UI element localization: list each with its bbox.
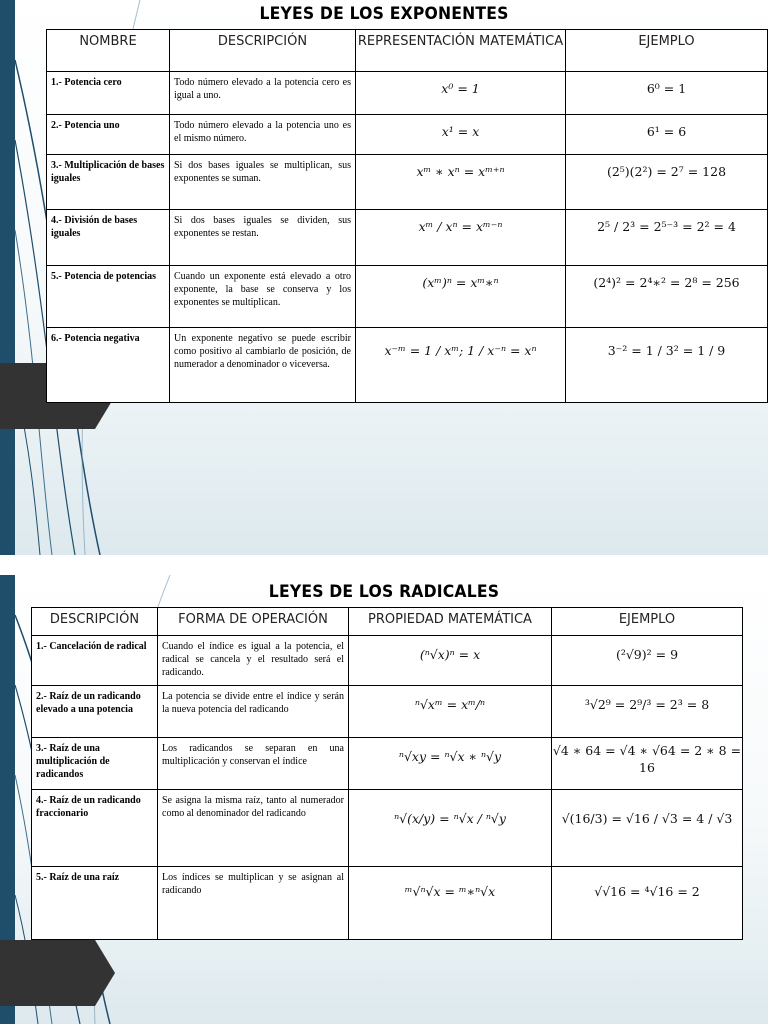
table-row xyxy=(32,686,743,738)
header-propiedad: PROPIEDAD MATEMÁTICA xyxy=(349,608,552,636)
law-description: La potencia se divide entre el índice y serán la nueva potencia del radicando xyxy=(158,686,349,738)
law-example xyxy=(566,210,768,266)
law-example xyxy=(566,115,768,155)
formula-text: x⁰ = 1 xyxy=(441,81,480,96)
law-example xyxy=(552,738,743,790)
law-name: 5.- Raíz de una raíz xyxy=(32,867,158,940)
table-row xyxy=(47,155,768,210)
table-header-row xyxy=(47,30,768,72)
example-text: ³√2⁹ = 2⁹/³ = 2³ = 8 xyxy=(584,697,710,712)
header-representacion: REPRESENTACIÓN MATEMÁTICA xyxy=(356,30,566,72)
table-row xyxy=(47,210,768,266)
law-description: Si dos bases iguales se dividen, sus exponentes se restan. xyxy=(170,210,356,266)
example-text: √(16/3) = √16 / √3 = 4 / √3 xyxy=(561,811,733,826)
law-description: Todo número elevado a la potencia cero es igual a uno. xyxy=(170,72,356,115)
law-example xyxy=(552,867,743,940)
law-formula xyxy=(356,266,566,328)
header-nombre: NOMBRE xyxy=(47,30,170,72)
law-description: Cuando un exponente está elevado a otro exponente, la base se conserva y los exponentes se multiplican. xyxy=(170,266,356,328)
example-text: (²√9)² = 9 xyxy=(615,647,679,662)
table-row xyxy=(32,867,743,940)
header-ejemplo: EJEMPLO xyxy=(552,608,743,636)
formula-text: (ⁿ√x)ⁿ = x xyxy=(419,647,481,662)
header-ejemplo: EJEMPLO xyxy=(566,30,768,72)
law-description: Se asigna la misma raíz, tanto al numerador como al denominador del radicando xyxy=(158,790,349,867)
formula-text: xᵐ ∗ xⁿ = xᵐ⁺ⁿ xyxy=(416,164,505,179)
law-formula xyxy=(349,636,552,686)
table-row xyxy=(32,790,743,867)
law-name: 6.- Potencia negativa xyxy=(47,328,170,403)
law-example xyxy=(566,266,768,328)
formula-text: ⁿ√xᵐ = xᵐ/ⁿ xyxy=(414,697,486,712)
page-title: LEYES DE LOS RADICALES xyxy=(268,582,500,602)
law-name: 1.- Potencia cero xyxy=(47,72,170,115)
formula-text: ⁿ√xy = ⁿ√x ∗ ⁿ√y xyxy=(398,749,502,764)
header-descripcion: DESCRIPCIÓN xyxy=(170,30,356,72)
table-row xyxy=(32,636,743,686)
table-row xyxy=(47,266,768,328)
law-formula xyxy=(356,155,566,210)
law-formula xyxy=(356,210,566,266)
law-name: 4.- División de bases iguales xyxy=(47,210,170,266)
formula-text: (xᵐ)ⁿ = xᵐ∗ⁿ xyxy=(422,275,499,290)
law-formula xyxy=(349,738,552,790)
formula-text: x¹ = x xyxy=(441,124,480,139)
formula-text: x⁻ᵐ = 1 / xᵐ; 1 / x⁻ⁿ = xⁿ xyxy=(384,343,537,358)
radical-laws-table xyxy=(31,607,743,940)
slide-radicales xyxy=(0,575,768,1024)
example-text: √√16 = ⁴√16 = 2 xyxy=(594,884,700,899)
dark-tab-shape xyxy=(0,940,115,1006)
law-description: Los radicandos se separan en una multiplicación y conservan el índice xyxy=(158,738,349,790)
law-name: 3.- Multiplicación de bases iguales xyxy=(47,155,170,210)
table-row xyxy=(32,738,743,790)
example-text: 6¹ = 6 xyxy=(646,124,687,139)
law-name: 2.- Raíz de un radicando elevado a una potencia xyxy=(32,686,158,738)
law-formula xyxy=(349,790,552,867)
law-example xyxy=(552,686,743,738)
law-example xyxy=(566,72,768,115)
example-text: 6⁰ = 1 xyxy=(646,81,687,96)
law-example xyxy=(566,155,768,210)
law-formula xyxy=(356,72,566,115)
example-text: 2⁵ / 2³ = 2⁵⁻³ = 2² = 4 xyxy=(597,219,736,234)
example-text: 3⁻² = 1 / 3² = 1 / 9 xyxy=(607,343,726,358)
law-description: Si dos bases iguales se multiplican, sus exponentes se suman. xyxy=(170,155,356,210)
law-description: Los índices se multiplican y se asignan al radicando xyxy=(158,867,349,940)
exponent-laws-table xyxy=(46,29,768,403)
law-name: 1.- Cancelación de radical xyxy=(32,636,158,686)
example-text: √4 ∗ 64 = √4 ∗ √64 = 2 ∗ 8 = 16 xyxy=(552,743,742,775)
formula-text: ᵐ√ⁿ√x = ᵐ∗ⁿ√x xyxy=(404,884,496,899)
header-descripcion: DESCRIPCIÓN xyxy=(32,608,158,636)
law-formula xyxy=(349,686,552,738)
law-example xyxy=(552,636,743,686)
law-name: 4.- Raíz de un radicando fraccionario xyxy=(32,790,158,867)
law-example xyxy=(552,790,743,867)
formula-text: xᵐ / xⁿ = xᵐ⁻ⁿ xyxy=(418,219,503,234)
law-name: 2.- Potencia uno xyxy=(47,115,170,155)
law-formula xyxy=(356,115,566,155)
formula-text: ⁿ√(x/y) = ⁿ√x / ⁿ√y xyxy=(394,811,506,826)
law-example xyxy=(566,328,768,403)
law-name: 3.- Raíz de una multiplicación de radicandos xyxy=(32,738,158,790)
law-formula xyxy=(356,328,566,403)
example-text: (2⁵)(2²) = 2⁷ = 128 xyxy=(606,164,727,179)
page-title: LEYES DE LOS EXPONENTES xyxy=(259,4,509,24)
table-header-row xyxy=(32,608,743,636)
law-description: Un exponente negativo se puede escribir como positivo al cambiarlo de posición, de numerador a denominador o viceversa. xyxy=(170,328,356,403)
table-row xyxy=(47,72,768,115)
law-formula xyxy=(349,867,552,940)
header-forma-operacion: FORMA DE OPERACIÓN xyxy=(158,608,349,636)
law-name: 5.- Potencia de potencias xyxy=(47,266,170,328)
law-description: Cuando el índice es igual a la potencia, el radical se cancela y el resultado será el radicando. xyxy=(158,636,349,686)
table-row xyxy=(47,115,768,155)
example-text: (2⁴)² = 2⁴∗² = 2⁸ = 256 xyxy=(593,275,740,290)
table-row xyxy=(47,328,768,403)
law-description: Todo número elevado a la potencia uno es el mismo número. xyxy=(170,115,356,155)
slide-separator xyxy=(0,555,768,575)
